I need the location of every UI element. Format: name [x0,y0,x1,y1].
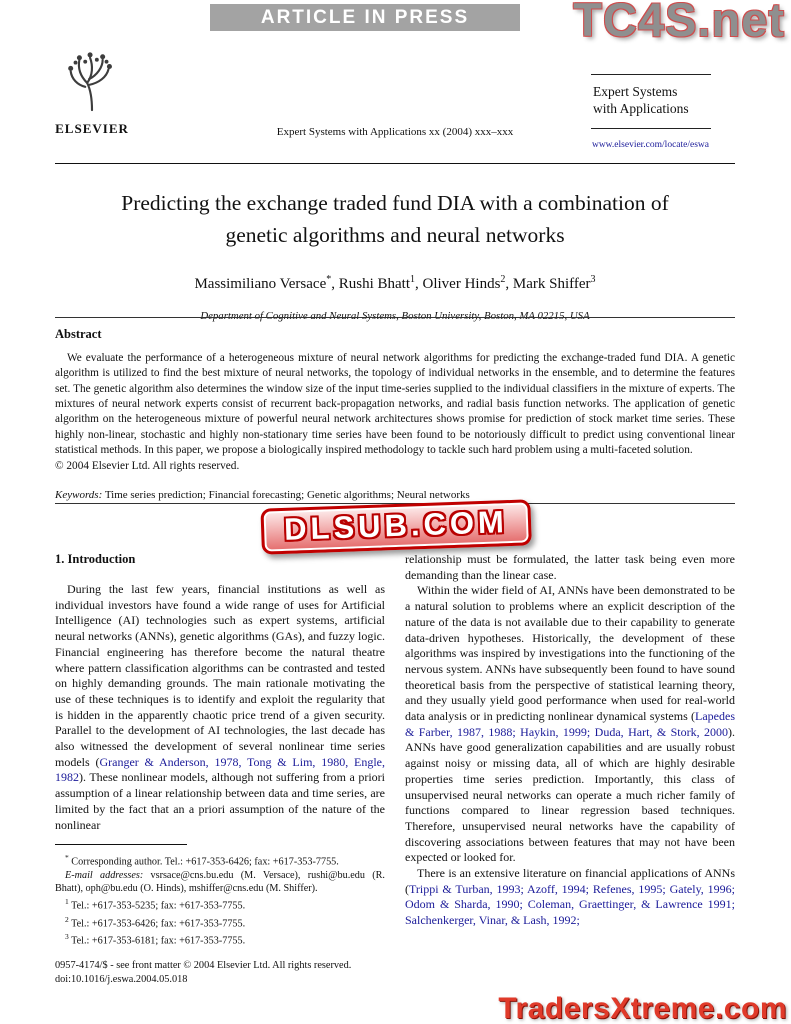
abstract-text: We evaluate the performance of a heterogeneous mixture of neural network algorithms for predicting the exchange-traded fund DIA. A genetic algorithm is utilized to find the best mixture of neural networks, the topology of individual networks in the ensemble, and to determine the features set. The genetic algorithm also determines the window size of the input time-series supplied to the individual classifiers in the mixture of experts. The mixtures of neural network experts consist of recurrent back-propagation networks, and radial basis function networks. The application of genetic algorithm on the heterogeneous mixture of powerful neural network architectures shows promise for prediction of stock market time series. These highly non-linear, stochastic and highly non-stationary time series have been found to be notoriously difficult to predict using conventional linear statistical methods. In this paper, we propose a biologically inspired methodology to tackle such hard problem using a multi-faceted solution. [55,352,735,457]
paragraph [405,552,735,583]
footnote-1 [55,895,385,913]
elsevier-tree-icon [63,50,121,112]
superscript-marker: 2 [500,273,506,285]
text-segment: E-mail addresses: [65,869,144,881]
affiliation: Department of Cognitive and Neural Systems, Boston University, Boston, MA 02215, USA [200,309,590,322]
citation-link[interactable]: Lapedes & Farber, 1987, 1988; Haykin, 1999; Duda, Hart, & Stork, 2000 [405,709,735,739]
text-segment: Time series prediction; Financial forecasting; Genetic algorithms; Neural networks [102,488,470,501]
citation-link[interactable]: Trippi & Turban, 1993; Azoff, 1994; Refenes, 1995; Gately, 1996; Odom & Sharda, 1990; Coleman, Graettinger, & Lawrence 1991; Salchenkerger, Vinar, & Lash, 1992; [405,881,735,928]
left-column [55,552,385,959]
journal-name-line1: Expert Systems [593,84,678,99]
footer [55,959,351,987]
article-in-press-banner [210,4,520,31]
journal-link[interactable]: www.elsevier.com/locate/eswa [591,140,709,150]
text-segment: There is an extensive literature on financial applications of ANNs ( [405,866,735,896]
footnote-email [55,869,385,895]
text-segment: Keywords: [55,488,103,501]
dlsub-watermark: DLSUB.COM [260,499,531,554]
article-title: Predicting the exchange traded fund DIA with a combination of genetic algorithms and neural networks [121,191,669,248]
paragraph [405,866,735,929]
text-segment: During the last few years, financial institutions as well as individual investors have found a wide range of uses for Artificial Intelligence (AI) technologies such as expert systems, artificial neural networks (ANNs), genetic algorithms (GAs), and fuzzy logic. Financial engineering has therefore become the natural theatre where pattern classification algorithms can be contrasted and tested on highly demanding grounds. The main rationale motivating the use of these techniques is to identify and exploit the regularity that is hidden in the apparently chaotic price trend of a given security. Parallel to the development of AI technologies, the last decade has also witnessed the development of several nonlinear time series models ( [55,582,385,769]
superscript-marker: 1 [410,273,415,285]
right-column [405,552,735,959]
copyright-line: © 2004 Elsevier Ltd. All rights reserved. [55,459,240,472]
text-segment: Massimiliano Versace [194,275,327,292]
text-segment: ). ANNs have good generalization capabilities and are usually robust against noisy or missing data, all of which are highly desirable properties time series prediction. Importantly, this class of unsupervised neural networks can operate a much richer family of functions compared to linear regression based techniques. Therefore, unsupervised neural networks have the capability of discovering associations between features that may not have been expected or looked for. [405,724,735,865]
footnote-2 [55,913,385,931]
superscript-marker: 2 [65,914,69,924]
superscript-marker: * [65,853,69,863]
superscript-marker: 3 [590,273,596,285]
footnote-3 [55,930,385,948]
paragraph [405,583,735,866]
footnote-rule [55,844,187,845]
footnote-corresponding [55,851,385,869]
superscript-marker: 1 [65,897,69,907]
journal-citation: Expert Systems with Applications xx (2004) xxx–xxx [276,126,514,138]
abstract-section [55,327,735,501]
text-segment: Tel.: +617-353-5235; fax: +617-353-7755. [68,900,246,912]
journal-name-line2: with Applications [593,100,689,116]
text-segment: vsrsace@cns.bu.edu (M. Versace), rushi@bu.edu (R. Bhatt), oph@bu.edu (O. Hinds), mshiffer@cns.edu (M. Shiffer). [55,869,385,895]
journal-name [591,74,711,129]
abstract-heading: Abstract [55,327,102,341]
text-segment: , Mark Shiffer [505,275,591,292]
doi-line: doi:10.1016/j.eswa.2004.05.018 [55,974,188,985]
text-segment: relationship must be formulated, the latter task being even more demanding than the linear case. [405,552,735,582]
body-columns [55,552,735,959]
text-segment: Tel.: +617-353-6181; fax: +617-353-7755. [68,935,246,947]
superscript-marker: * [326,273,332,285]
citation-link[interactable]: Granger & Anderson, 1978, Tong & Lim, 1980, Engle, 1982 [55,754,385,785]
issn-line: 0957-4174/$ - see front matter © 2004 Elsevier Ltd. All rights reserved. [55,960,352,971]
text-segment: ). These nonlinear models, although not suffering from a priori assumption of a linear relationship between data and time series, are limited by the fact that an a priori assumption of the nature of the nonlinear [55,770,385,832]
text-segment: , Oliver Hinds [415,275,501,292]
paragraph [55,582,385,833]
section-heading-introduction: 1. Introduction [55,552,136,566]
abstract-top-rule [55,317,735,318]
author-list [55,274,735,293]
elsevier-logo [55,50,129,137]
header-rule [55,163,735,164]
text-segment: Corresponding author. Tel.: +617-353-6426; fax: +617-353-7755. [68,856,339,868]
text-segment: , Rushi Bhatt [331,275,410,292]
tradersxtreme-watermark: TradersXtreme.com [498,992,787,1024]
tc4s-watermark: TC4S.net [573,0,785,46]
title-block [55,187,735,322]
keywords-line [55,489,735,501]
publisher-name: ELSEVIER [55,121,129,136]
superscript-marker: 3 [65,932,69,942]
text-segment: Tel.: +617-353-6426; fax: +617-353-7755. [68,918,246,930]
text-segment: Within the wider field of AI, ANNs have been demonstrated to be a natural solution to problems where an explicit description of the nature of the data is not available due to their capability to generate data-driven hypotheses. Historically, the development of these algorithms was inspired by investigations into the functioning of the nervous system. ANNs have subsequently been found to have sound theoretical basis from the perspective of statistical learning theory, and they usually yield good performance when used for real-world data analysis or in predicting nonlinear dynamical systems ( [405,583,735,724]
banner-text: ARTICLE IN PRESS [260,6,470,28]
